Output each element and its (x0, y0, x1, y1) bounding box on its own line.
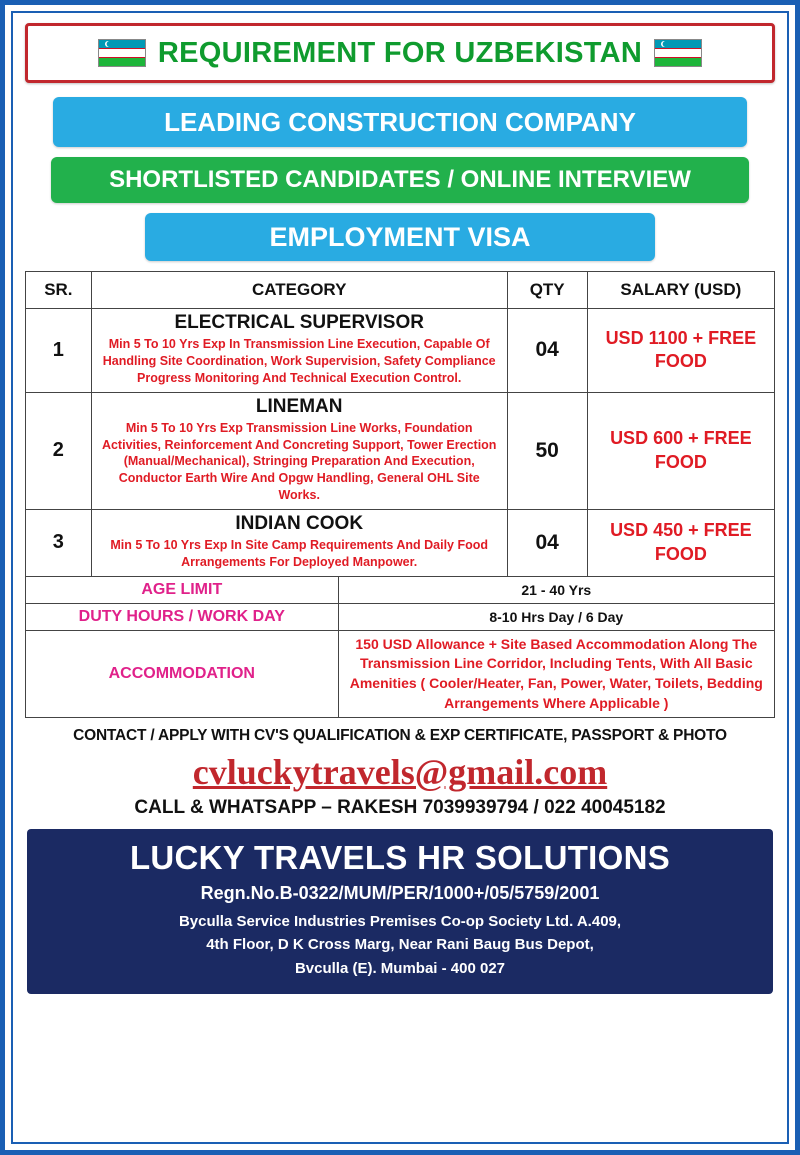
title-bar (25, 23, 775, 83)
banner-visa: EMPLOYMENT VISA (145, 213, 655, 261)
row-salary: USD 450 + FREE FOOD (587, 510, 774, 577)
row-qty: 04 (507, 309, 587, 393)
banner-process: SHORTLISTED CANDIDATES / ONLINE INTERVIEW (51, 157, 749, 203)
info-value-age-limit: 21 - 40 Yrs (338, 576, 774, 603)
email-link[interactable]: cvluckytravels@gmail.com (192, 752, 608, 793)
row-category (91, 392, 507, 509)
row-category-desc: Min 5 To 10 Yrs Exp In Site Camp Requirements And Daily Food Arrangements For Deployed Manpower. (110, 538, 489, 569)
uzbekistan-flag-icon (98, 39, 146, 67)
column-header-category: CATEGORY (91, 272, 507, 309)
info-value-accommodation: 150 USD Allowance + Site Based Accommodation Along The Transmission Line Corridor, Including Tents, With All Basic Amenities ( Cooler/Heater, Fan, Power, Water, Toilets, Bedding Arrangements Where Applicable ) (338, 630, 774, 717)
row-salary: USD 1100 + FREE FOOD (587, 309, 774, 393)
row-sr: 1 (26, 309, 92, 393)
conditions-table (25, 576, 775, 718)
page-title: REQUIREMENT FOR UZBEKISTAN (157, 36, 643, 69)
table-header-row (26, 272, 775, 309)
row-sr: 2 (26, 392, 92, 509)
row-salary: USD 600 + FREE FOOD (587, 392, 774, 509)
table-row (26, 630, 775, 717)
row-qty: 50 (507, 392, 587, 509)
footer-company-name: LUCKY TRAVELS HR SOLUTIONS (129, 839, 671, 877)
call-whatsapp-line: CALL & WHATSAPP – RAKESH 7039939794 / 022 40045182 (134, 797, 666, 819)
column-header-salary: SALARY (USD) (587, 272, 774, 309)
row-category-desc: Min 5 To 10 Yrs Exp Transmission Line Works, Foundation Activities, Reinforcement And Concreting Support, Tower Erection (Manual/Mechanical), Stringing Preparation And Execution, Conductor Earth Wire And Opgw Handling, General OHL Site Works. (101, 420, 497, 503)
table-row (26, 576, 775, 603)
row-category (91, 510, 507, 577)
footer-address-line-3: Bvculla (E). Mumbai - 400 027 (294, 959, 506, 977)
uzbekistan-flag-icon (654, 39, 702, 67)
jobs-table (25, 271, 775, 577)
row-category-title: INDIAN COOK (235, 513, 364, 534)
table-row (26, 603, 775, 630)
row-category-title: ELECTRICAL SUPERVISOR (174, 312, 424, 333)
footer-address-line-1: Byculla Service Industries Premises Co-op Society Ltd. A.409, (178, 913, 622, 931)
row-category (91, 309, 507, 393)
row-category-title: LINEMAN (255, 395, 343, 417)
info-label-accommodation: ACCOMMODATION (26, 630, 339, 717)
table-row (26, 392, 775, 509)
column-header-qty: QTY (507, 272, 587, 309)
footer-registration: Regn.No.B-0322/MUM/PER/1000+/05/5759/2001 (200, 883, 600, 904)
flyer-inner-frame (11, 11, 789, 1144)
info-label-age-limit: AGE LIMIT (26, 576, 339, 603)
column-header-sr: SR. (26, 272, 92, 309)
row-qty: 04 (507, 510, 587, 577)
table-row (26, 309, 775, 393)
row-sr: 3 (26, 510, 92, 577)
info-label-duty-hours: DUTY HOURS / WORK DAY (26, 603, 339, 630)
footer-address-line-2: 4th Floor, D K Cross Marg, Near Rani Baug Bus Depot, (206, 936, 594, 954)
row-category-desc: Min 5 To 10 Yrs Exp In Transmission Line Execution, Capable Of Handling Site Coordination, Work Supervision, Safety Compliance Progress Monitoring And Technical Execution Control. (102, 337, 496, 385)
banner-company: LEADING CONSTRUCTION COMPANY (53, 97, 747, 147)
contact-instruction: CONTACT / APPLY WITH CV'S QUALIFICATION & EXP CERTIFICATE, PASSPORT & PHOTO (73, 727, 727, 745)
table-row (26, 510, 775, 577)
footer-block (27, 829, 773, 994)
info-value-duty-hours: 8-10 Hrs Day / 6 Day (338, 603, 774, 630)
